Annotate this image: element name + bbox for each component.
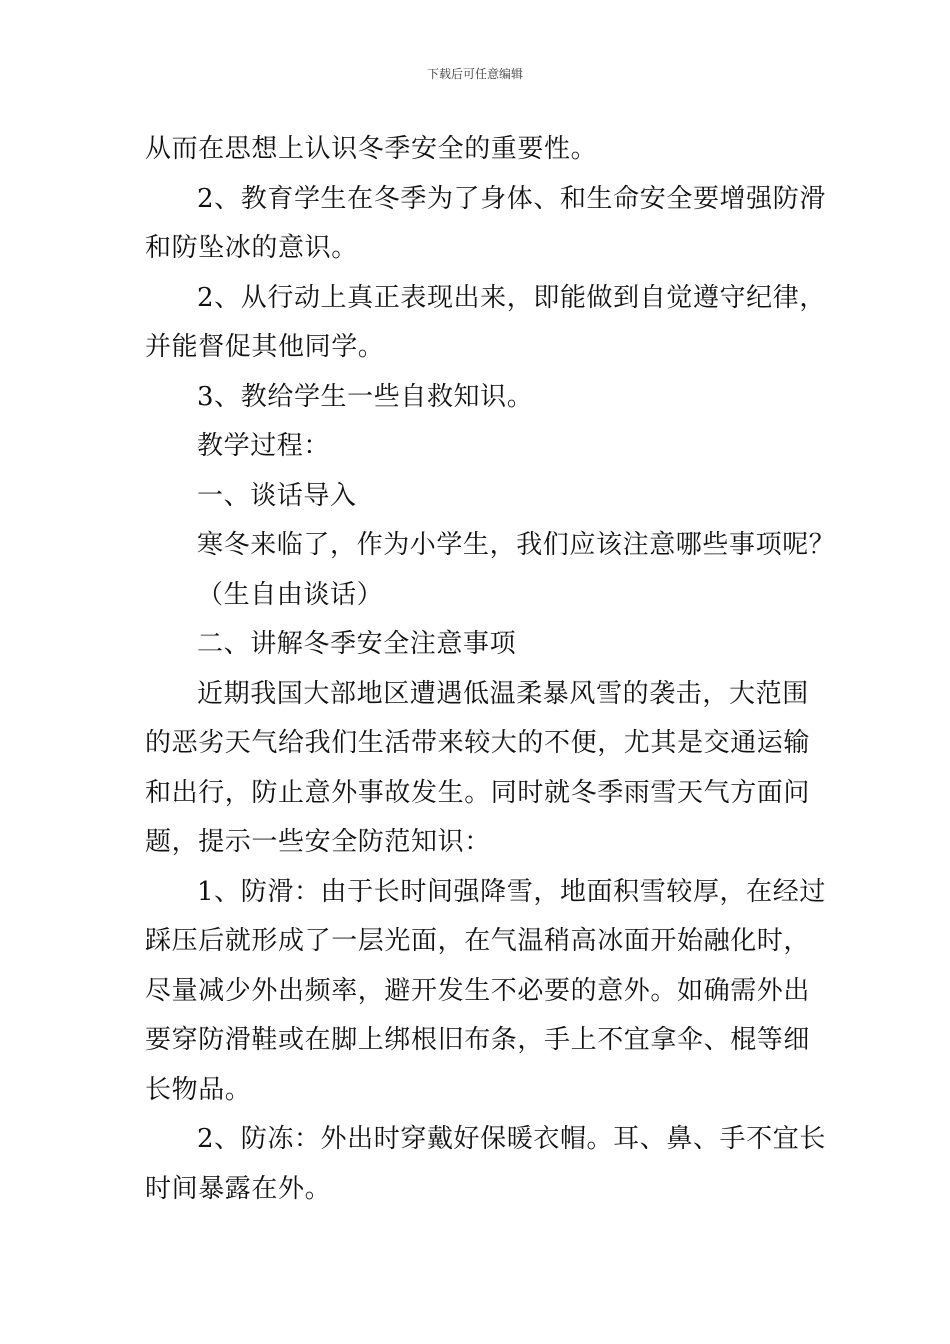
paragraph-line: 时间暴露在外。 — [145, 1173, 332, 1204]
paragraph-line: 要穿防滑鞋或在脚上绑根旧布条，手上不宜拿伞、棍等细 — [145, 1025, 811, 1055]
paragraph-line: 3、教给学生一些自救知识。 — [197, 381, 534, 412]
paragraph-line: 1、防滑：由于长时间强降雪，地面积雪较厚，在经过 — [197, 876, 826, 907]
paragraph-line: 和防坠冰的意识。 — [145, 233, 358, 263]
paragraph-line: 并能督促其他同学。 — [145, 332, 385, 362]
section-heading: 二、讲解冬季安全注意事项 — [197, 629, 517, 659]
paragraph-line: 题，提示一些安全防范知识： — [145, 827, 491, 857]
body-text — [145, 125, 836, 1214]
paragraph-line: 从而在思想上认识冬季安全的重要性。 — [145, 134, 598, 164]
page-header: 下载后可任意编辑 — [426, 67, 523, 81]
paragraph-line: 和出行，防止意外事故发生。同时就冬季雨雪天气方面问 — [145, 777, 811, 808]
paragraph-line: 的恶劣天气给我们生活带来较大的不便，尤其是交通运输 — [145, 728, 811, 758]
paragraph-line: 寒冬来临了，作为小学生，我们应该注意哪些事项呢？ — [197, 530, 836, 560]
paragraph-line: 2、防冻：外出时穿戴好保暖衣帽。耳、鼻、手不宜长 — [197, 1124, 826, 1154]
paragraph-line: （生自由谈话） — [197, 579, 384, 610]
paragraph-line: 教学过程： — [197, 431, 331, 461]
paragraph-line: 近期我国大部地区遭遇低温柔暴风雪的袭击，大范围 — [197, 678, 809, 709]
section-heading: 一、谈话导入 — [197, 480, 357, 511]
paragraph-line: 2、教育学生在冬季为了身体、和生命安全要增强防滑 — [197, 183, 826, 214]
paragraph-line: 尽量减少外出频率，避开发生不必要的意外。如确需外出 — [145, 975, 811, 1006]
paragraph-line: 踩压后就形成了一层光面，在气温稍高冰面开始融化时， — [145, 926, 811, 956]
paragraph-line: 长物品。 — [145, 1074, 252, 1105]
paragraph-line: 2、从行动上真正表现出来，即能做到自觉遵守纪律， — [197, 282, 826, 313]
